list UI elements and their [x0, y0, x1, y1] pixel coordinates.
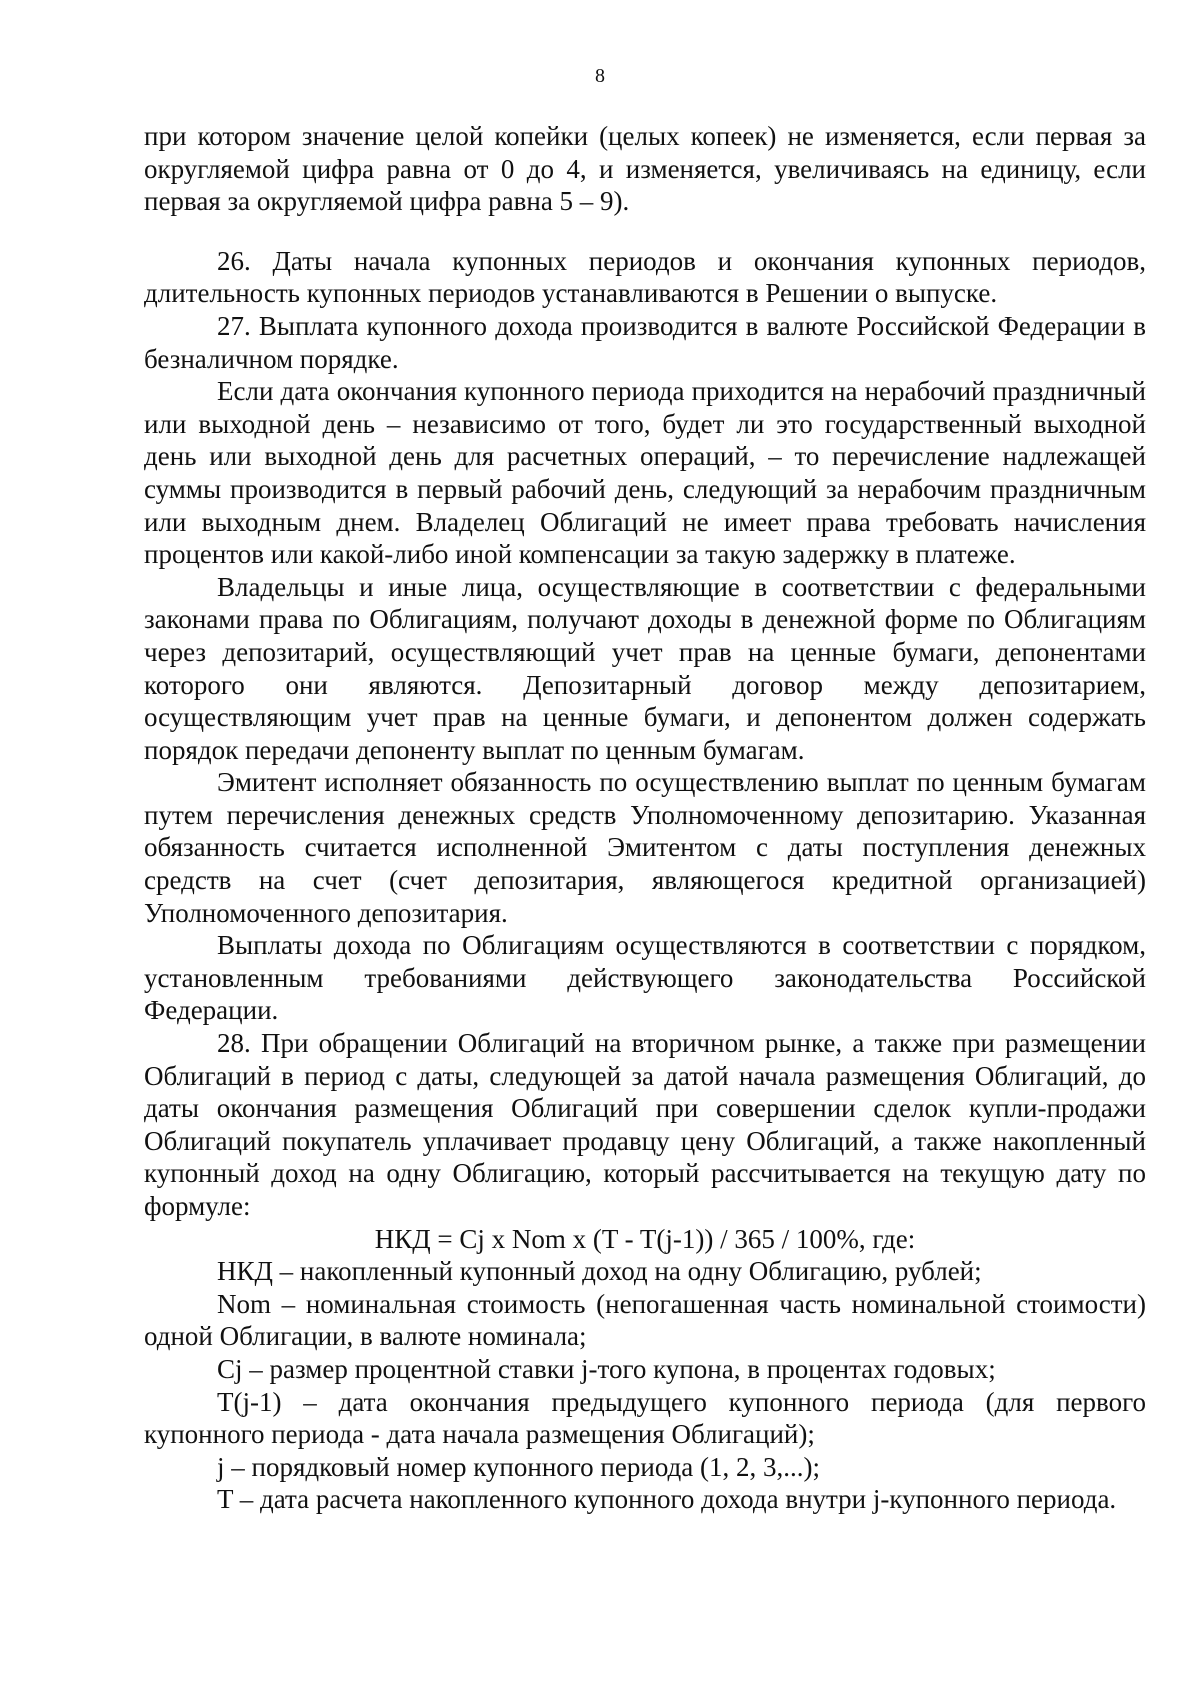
paragraph-owners-income: Владельцы и иные лица, осуществляющие в соответствии с федеральными законами права по Облигациям, получают доходы в денежной форме по Облигациям через депозитарий, осуществляющий учет прав на ценные бумаги, депонентами которого они являются. Депозитарный договор между депозитарием, осуществляющим учет прав на ценные бумаги, и депонентом должен содержать порядок передачи депоненту выплат по ценным бумагам.	[144, 571, 1146, 765]
paragraph-28-secondary-market: 28. При обращении Облигаций на вторичном рынке, а также при размещении Облигаций в период с даты, следующей за датой начала размещения Облигаций, до даты окончания размещения Облигаций при совершении сделок купли-продажи Облигаций покупатель уплачивает продавцу цену Облигаций, а также накопленный купонный доход на одну Облигацию, который рассчитывается на текущую дату по формуле:	[144, 1028, 1146, 1221]
definition-cj: Cj – размер процентной ставки j-того купона, в процентах годовых;	[217, 1353, 996, 1384]
paragraph-27-coupon-payment: 27. Выплата купонного дохода производится в валюте Российской Федерации в безналичном порядке.	[144, 310, 1146, 374]
definition-nom: Nom – номинальная стоимость (непогашенная часть номинальной стоимости) одной Облигации, в валюте номинала;	[144, 1288, 1146, 1352]
definition-t: T – дата расчета накопленного купонного дохода внутри j-купонного периода.	[217, 1484, 1117, 1515]
paragraph-26-coupon-dates: 26. Даты начала купонных периодов и окончания купонных периодов, длительность купонных периодов устанавливаются в Решении о выпуске.	[144, 245, 1146, 309]
paragraph-rounding-rule: при котором значение целой копейки (целых копеек) не изменяется, если первая за округляемой цифра равна от 0 до 4, и изменяется, увеличиваясь на единицу, если первая за округляемой цифра равна 5 – 9).	[144, 121, 1146, 217]
definition-tj-1: T(j-1) – дата окончания предыдущего купонного периода (для первого купонного периода - дата начала размещения Облигаций);	[144, 1386, 1146, 1450]
paragraph-nonworking-day: Если дата окончания купонного периода приходится на нерабочий праздничный или выходной день – независимо от того, будет ли это государственный выходной день или выходной день для расчетных операций, – то перечисление надлежащей суммы производится в первый рабочий день, следующий за нерабочим праздничным или выходным днем. Владелец Облигаций не имеет права требовать начисления процентов или какой-либо иной компенсации за такую задержку в платеже.	[144, 376, 1146, 570]
accrued-coupon-formula: НКД = Cj x Nom x (T - T(j-1)) / 365 / 100%, где:	[374, 1223, 916, 1254]
page-number: 8	[595, 65, 605, 87]
body-text	[144, 120, 1146, 1516]
definition-nkd: НКД – накопленный купонный доход на одну Облигацию, рублей;	[217, 1256, 982, 1287]
paragraph-issuer-obligation: Эмитент исполняет обязанность по осуществлению выплат по ценным бумагам путем перечисления денежных средств Уполномоченному депозитарию. Указанная обязанность считается исполненной Эмитентом с даты поступления денежных средств на счет (счет депозитария, являющегося кредитной организацией) Уполномоченного депозитария.	[144, 767, 1146, 928]
paragraph-payments-procedure: Выплаты дохода по Облигациям осуществляются в соответствии с порядком, установленным требованиями действующего законодательства Российской Федерации.	[144, 930, 1146, 1026]
definition-j: j – порядковый номер купонного периода (1, 2, 3,...);	[217, 1451, 820, 1482]
